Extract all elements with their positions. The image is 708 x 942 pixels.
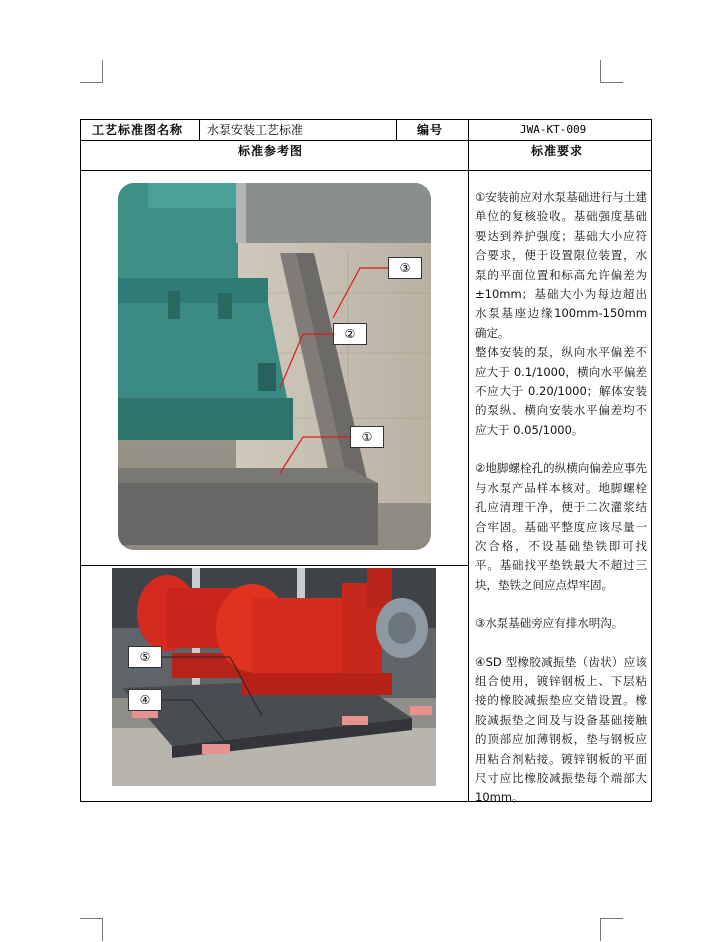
pump-isolator-photo bbox=[112, 568, 436, 786]
corner-mark-top-left bbox=[80, 60, 103, 83]
table-divider bbox=[80, 565, 469, 566]
table-divider bbox=[199, 119, 200, 140]
callout-2: ② bbox=[333, 323, 367, 345]
corner-mark-bottom-right bbox=[600, 918, 623, 941]
corner-mark-top-right bbox=[600, 60, 623, 83]
requirements-text bbox=[475, 188, 647, 808]
callout-leader-lines-2 bbox=[112, 568, 436, 786]
callout-leader-lines bbox=[118, 183, 431, 550]
pump-foundation-photo bbox=[118, 183, 431, 550]
code-label: 编号 bbox=[417, 123, 444, 137]
callout-4: ④ bbox=[128, 689, 162, 711]
table-divider bbox=[468, 119, 469, 802]
callout-5: ⑤ bbox=[128, 646, 162, 668]
requirements-column-title: 标准要求 bbox=[531, 144, 584, 158]
requirement-3: ③水泵基础旁应有排水明沟。 bbox=[475, 616, 624, 631]
corner-mark-bottom-left bbox=[80, 918, 103, 941]
requirement-1: ①安装前应对水泵基础进行与土建单位的复核验收。基础强度基础要达到养护强度；基础大小应符合要求，便于设置限位装置，水泵的平面位置和标高允许偏差为±10mm；基础大小为每边超出水泵基座边缘100mm-150mm确定。 bbox=[475, 190, 647, 340]
reference-column-title: 标准参考图 bbox=[238, 144, 304, 158]
callout-3: ③ bbox=[388, 257, 422, 279]
table-divider bbox=[396, 119, 397, 140]
name-label: 工艺标准图名称 bbox=[92, 123, 184, 137]
table-divider bbox=[80, 170, 652, 171]
requirement-1-levelness: 整体安装的泵，纵向水平偏差不应大于 0.1/1000，横向水平偏差不应大于 0.20/1000；解体安装的泵纵、横向安装水平偏差均不应大于 0.05/1000。 bbox=[475, 345, 647, 437]
standard-code: JWA-KT-009 bbox=[520, 123, 587, 136]
callout-1: ① bbox=[350, 426, 384, 448]
requirement-4: ④SD 型橡胶减振垫（齿状）应该组合使用，镀锌钢板上、下层粘接的橡胶减振垫应交错设置。橡胶减振垫之间及与设备基础接触的顶部应加薄钢板，垫与钢板应用粘合剂粘接。镀锌钢板的平面尺寸应比橡胶减振垫每个端部大 10mm。 bbox=[475, 654, 647, 805]
standard-name: 水泵安装工艺标准 bbox=[207, 123, 304, 137]
requirement-2: ②地脚螺栓孔的纵横向偏差应事先与水泵产品样本核对。地脚螺栓孔应清理干净，便于二次灌浆结合牢固。基础平整度应该尽量一次合格，不设基础垫铁即可找平。基础找平垫铁最大不超过三块，垫铁之间应点焊牢固。 bbox=[475, 461, 647, 592]
